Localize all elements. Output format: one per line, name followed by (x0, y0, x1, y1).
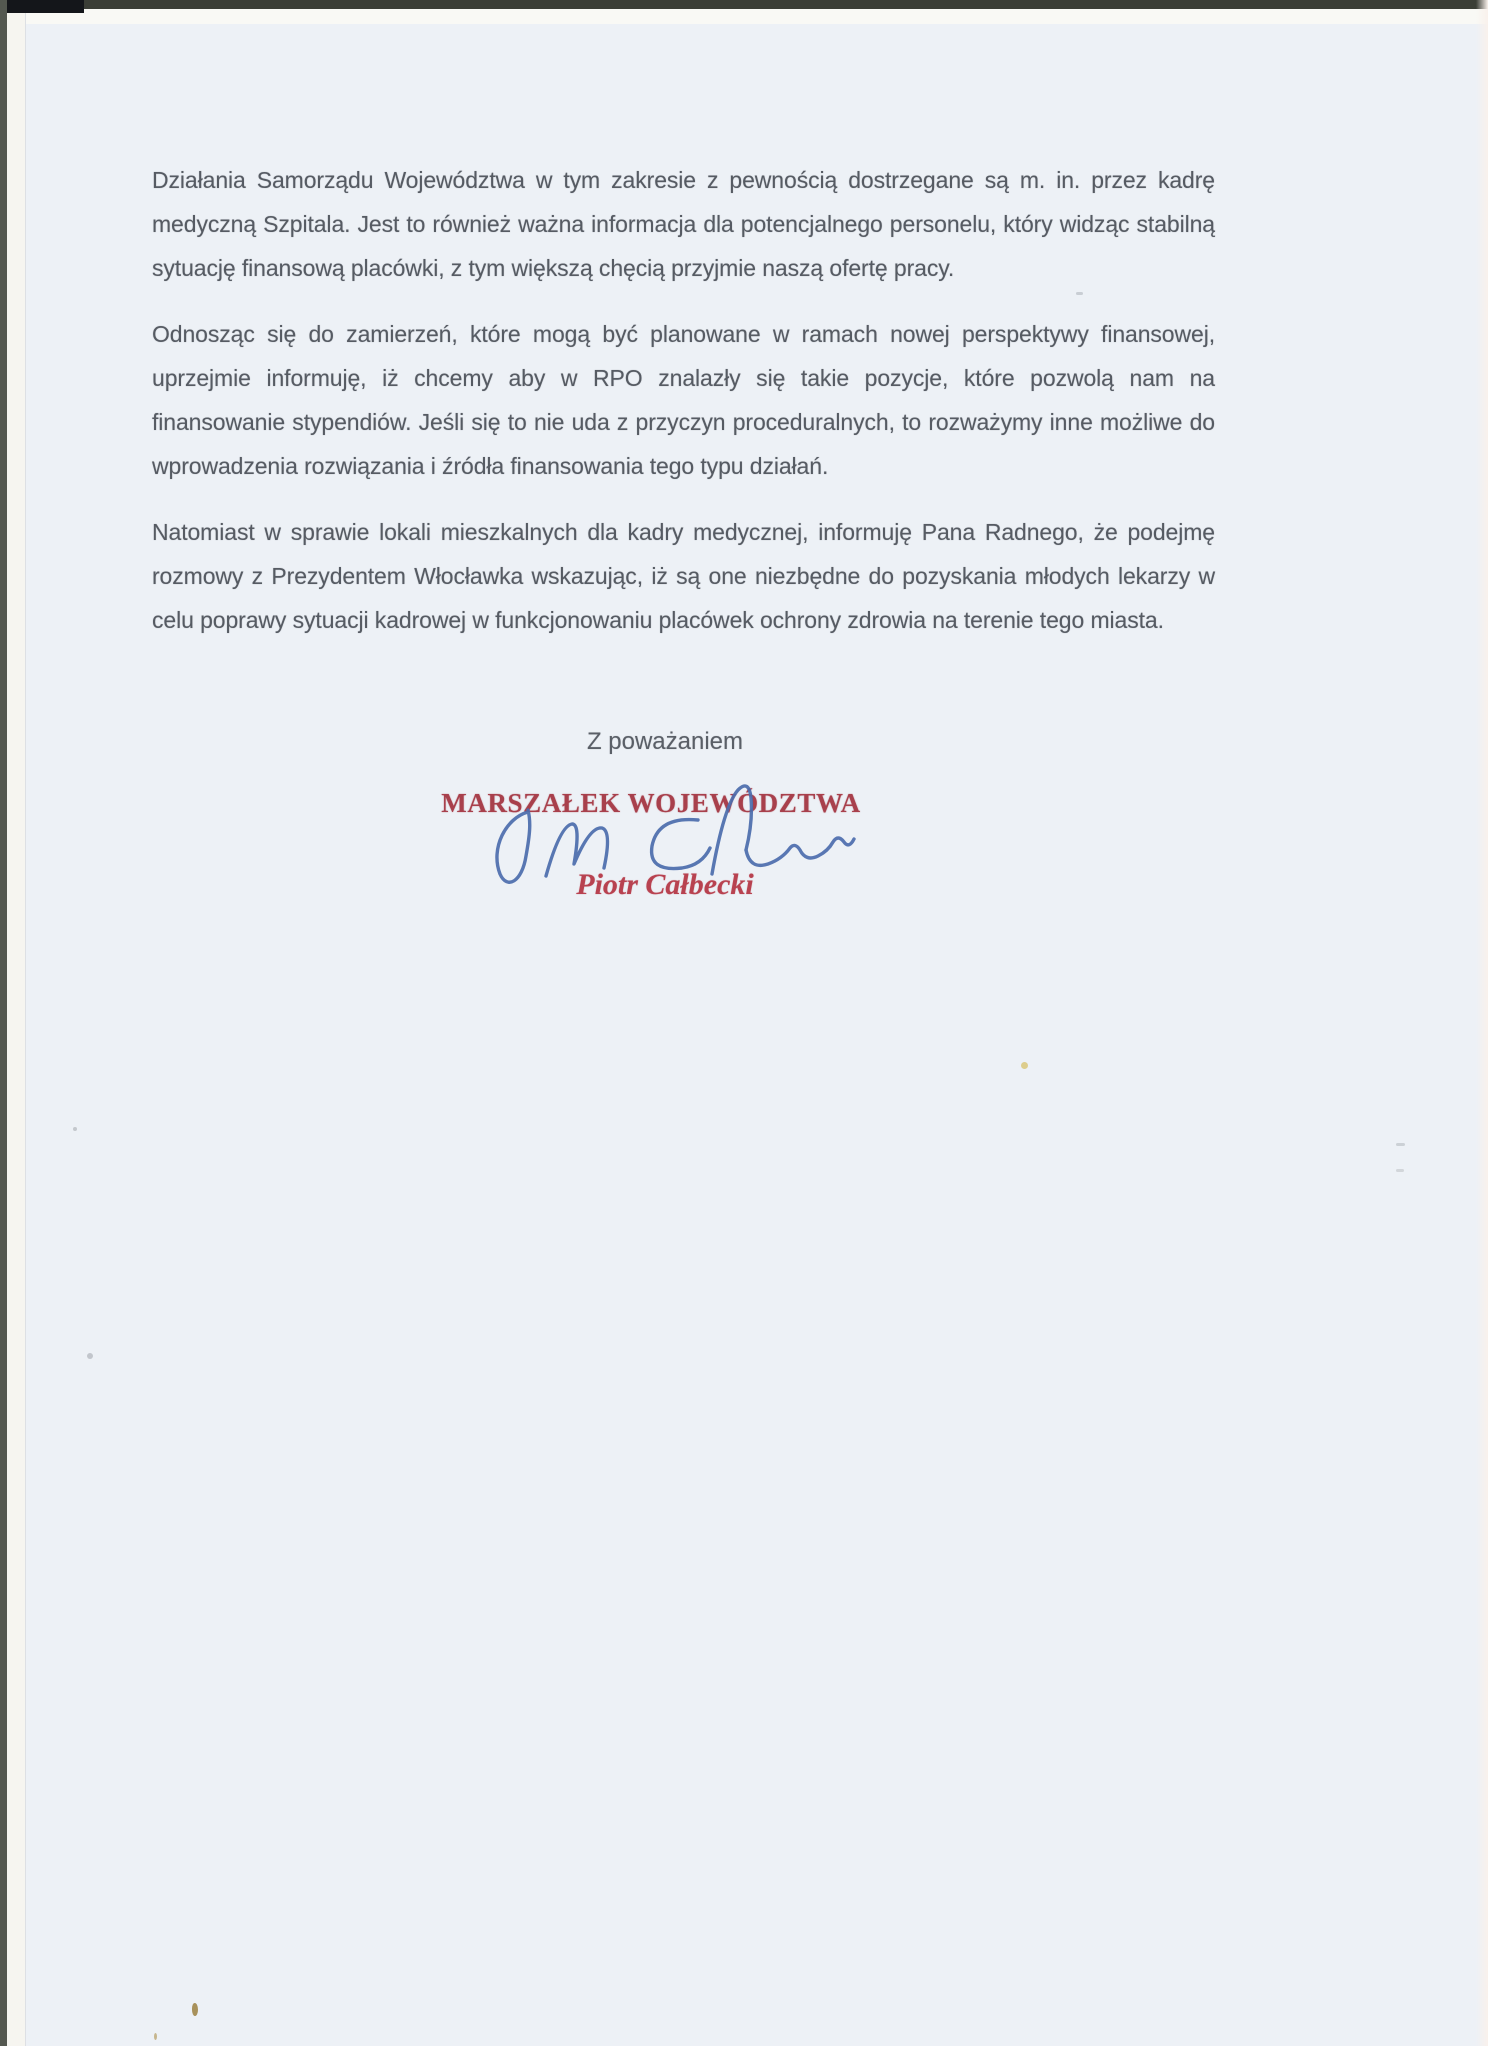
scan-speck (1396, 1169, 1404, 1172)
letter-paragraph: Natomiast w sprawie lokali mieszkalnych dla kadry medycznej, informuję Pana Radnego, że podejmę rozmowy z Prezydentem Włocławka wskazując, iż są one niezbędne do pozyskania młodych lekarzy w celu poprawy sytuacji kadrowej w funkcjonowaniu placówek ochrony zdrowia na terenie tego miasta. (152, 519, 1215, 633)
scan-paper-edge-left (7, 9, 26, 2046)
scan-edge-right (1476, 0, 1488, 2046)
letter-paragraph: Działania Samorządu Województwa w tym zakresie z pewnością dostrzegane są m. in. przez kadrę medyczną Szpitala. Jest to również ważna informacja dla potencjalnego personelu, który widząc stabilną sytuację finansową placówki, z tym większą chęcią przyjmie naszą ofertę pracy. (152, 167, 1215, 281)
official-title-stamp: MARSZAŁEK WOJEWÓDZTWA (441, 788, 861, 818)
scan-speck (73, 1127, 77, 1131)
scan-paper-edge-top (7, 9, 1488, 24)
signer-name: Piotr Całbecki (576, 868, 754, 901)
letter-body (152, 158, 1215, 664)
scan-speck (1396, 1143, 1405, 1146)
scan-speck (154, 2033, 157, 2040)
scan-shadow-top (0, 0, 1488, 9)
scan-speck (87, 1353, 93, 1359)
scan-shadow-left (0, 0, 7, 2046)
closing-phrase: Z poważaniem (586, 728, 744, 755)
scan-speck (192, 2003, 198, 2016)
scan-speck (1021, 1062, 1028, 1069)
scan-shadow-top-left-corner (0, 0, 84, 13)
letter-paragraph: Odnosząc się do zamierzeń, które mogą być planowane w ramach nowej perspektywy finansowej, uprzejmie informuję, iż chcemy aby w RPO znalazły się takie pozycje, które pozwolą nam na finansowanie stypendiów. Jeśli się to nie uda z przyczyn proceduralnych, to rozważymy inne możliwe do wprowadzenia rozwiązania i źródła finansowania tego typu działań. (152, 321, 1215, 479)
